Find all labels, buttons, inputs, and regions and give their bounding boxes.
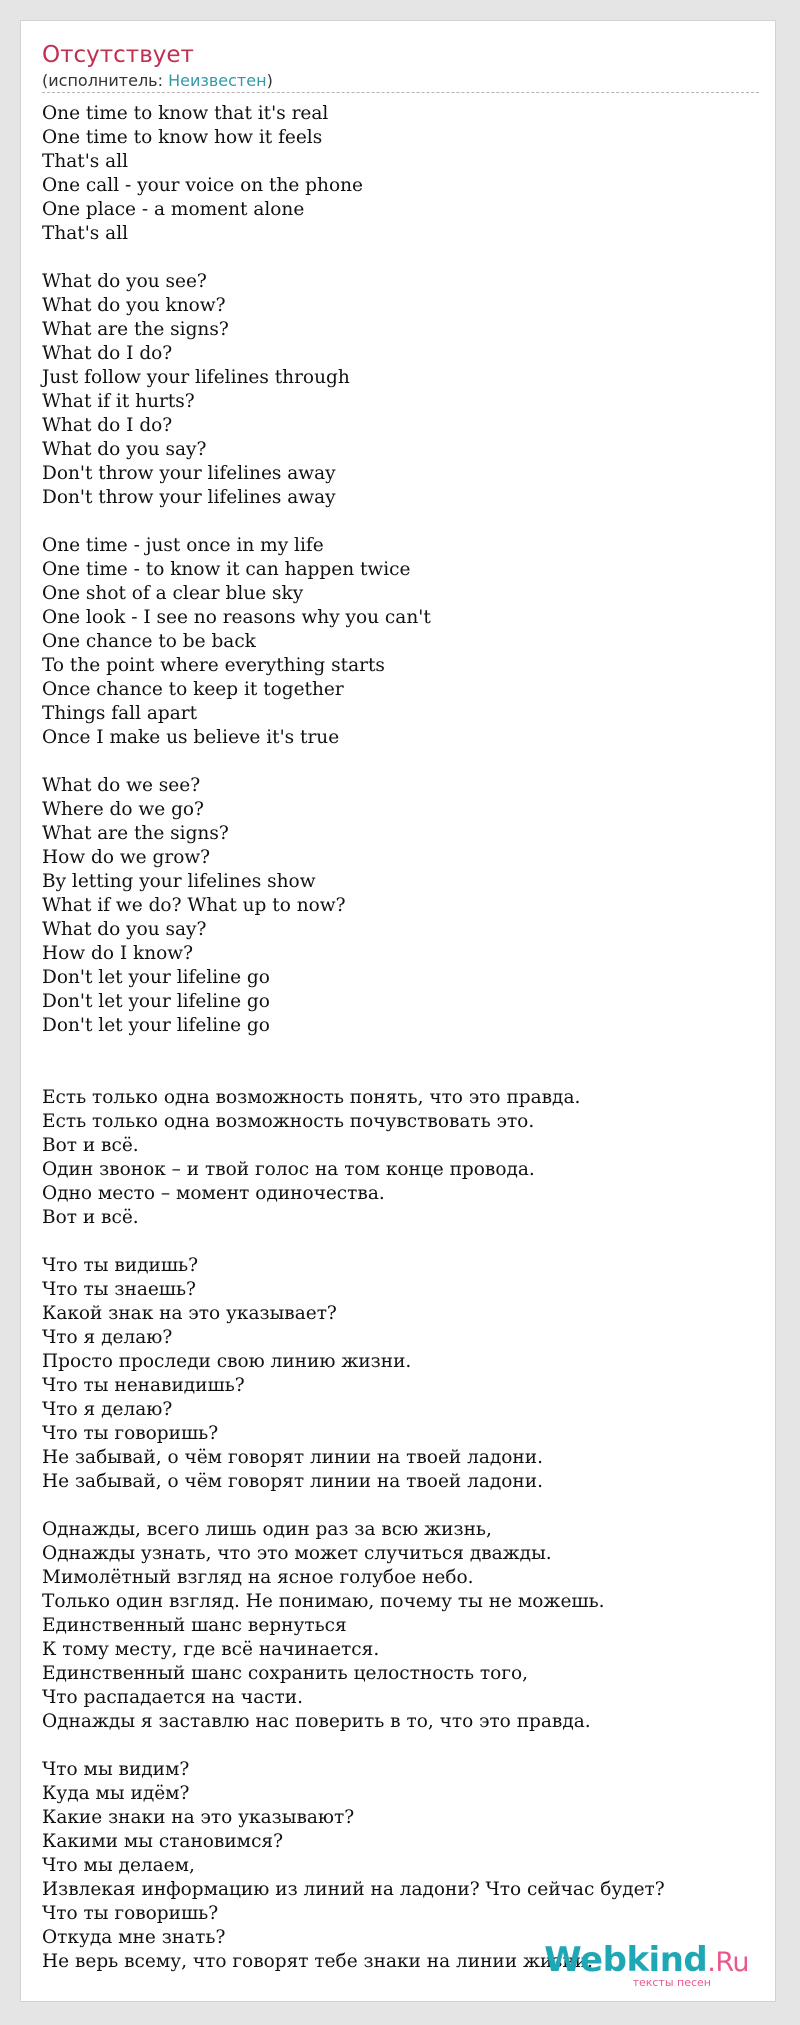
lyrics-line: How do we grow? — [42, 847, 211, 868]
lyrics-line: One place - a moment alone — [42, 199, 305, 220]
lyrics-line: Есть только одна возможность понять, что это правда. — [42, 1087, 581, 1108]
lyrics-blank-line — [42, 1062, 757, 1086]
lyrics-line: Однажды я заставлю нас поверить в то, что это правда. — [42, 1711, 591, 1732]
lyrics-line: Только один взгляд. Не понимаю, почему ты не можешь. — [42, 1591, 605, 1612]
lyrics-line: What do I do? — [42, 343, 173, 364]
lyrics-line: Don't throw your lifelines away — [42, 487, 336, 508]
lyrics-line: What do you know? — [42, 295, 226, 316]
lyrics-line: One chance to be back — [42, 631, 256, 652]
lyrics-line: Что ты видишь? — [42, 1255, 199, 1276]
lyrics-line: Что ты ненавидишь? — [42, 1375, 245, 1396]
lyrics-line: One time - to know it can happen twice — [42, 559, 411, 580]
lyrics-line: One time to know how it feels — [42, 127, 323, 148]
lyrics-line: Вот и всё. — [42, 1135, 139, 1156]
lyrics-line: Что ты знаешь? — [42, 1279, 196, 1300]
lyrics-page — [20, 20, 776, 2002]
lyrics-line: Things fall apart — [42, 703, 198, 724]
lyrics-line: How do I know? — [42, 943, 194, 964]
lyrics-line: Однажды, всего лишь один раз за всю жизнь, — [42, 1519, 492, 1540]
lyrics-line: Не забывай, о чём говорят линии на твоей ладони. — [42, 1447, 543, 1468]
lyrics-blank-line — [42, 246, 757, 270]
lyrics-line: Какими мы становимся? — [42, 1831, 284, 1852]
webkind-logo[interactable] — [544, 1940, 749, 1989]
logo-tld: .Ru — [707, 1947, 749, 1978]
lyrics-line: Извлекая информацию из линий на ладони? Что сейчас будет? — [42, 1879, 665, 1900]
lyrics-line: One time - just once in my life — [42, 535, 324, 556]
lyrics-line: Мимолётный взгляд на ясное голубое небо. — [42, 1567, 474, 1588]
artist-prefix: (исполнитель: — [42, 71, 169, 90]
lyrics-line: That's all — [42, 223, 129, 244]
lyrics-line: Единственный шанс вернуться — [42, 1615, 347, 1636]
lyrics-line: Just follow your lifelines through — [42, 367, 350, 388]
lyrics-line: Что я делаю? — [42, 1399, 173, 1420]
artist-suffix: ) — [266, 71, 273, 90]
lyrics-line: Откуда мне знать? — [42, 1927, 226, 1948]
lyrics-line: Что ты говоришь? — [42, 1903, 219, 1924]
lyrics-line: Что ты говоришь? — [42, 1423, 219, 1444]
lyrics-line: Единственный шанс сохранить целостность того, — [42, 1663, 528, 1684]
lyrics-blank-line — [42, 1494, 757, 1518]
lyrics-blank-line — [42, 1038, 757, 1062]
lyrics-line: That's all — [42, 151, 129, 172]
lyrics-line: Don't let your lifeline go — [42, 991, 270, 1012]
lyrics-line: Что мы видим? — [42, 1759, 190, 1780]
logo-tagline: тексты песен — [632, 1976, 711, 1989]
lyrics-blank-line — [42, 1230, 757, 1254]
lyrics-line: Where do we go? — [42, 799, 204, 820]
lyrics-line: By letting your lifelines show — [42, 871, 316, 892]
lyrics-line: One call - your voice on the phone — [42, 175, 363, 196]
lyrics-line: To the point where everything starts — [42, 655, 385, 676]
lyrics-line: One shot of a clear blue sky — [42, 583, 304, 604]
song-title: Отсутствует — [42, 42, 194, 68]
lyrics-line: Один звонок – и твой голос на том конце провода. — [42, 1159, 535, 1180]
lyrics-line: Что распадается на части. — [42, 1687, 303, 1708]
lyrics-line: Don't throw your lifelines away — [42, 463, 336, 484]
lyrics-line: One look - I see no reasons why you can't — [42, 607, 431, 628]
lyrics-line: Не забывай, о чём говорят линии на твоей ладони. — [42, 1471, 543, 1492]
lyrics-line: Просто проследи свою линию жизни. — [42, 1351, 412, 1372]
lyrics-line: Don't let your lifeline go — [42, 967, 270, 988]
lyrics-line: Однажды узнать, что это может случиться дважды. — [42, 1543, 552, 1564]
logo-name: Webkind — [544, 1940, 708, 1980]
lyrics-line: What do I do? — [42, 415, 173, 436]
lyrics-line: Что мы делаем, — [42, 1855, 195, 1876]
lyrics-line: What do you see? — [42, 271, 207, 292]
artist-link[interactable]: Неизвестен — [168, 71, 267, 90]
lyrics-line: What do you say? — [42, 919, 207, 940]
lyrics-line: Какой знак на это указывает? — [42, 1303, 337, 1324]
lyrics-line: What are the signs? — [42, 319, 229, 340]
lyrics-line: What are the signs? — [42, 823, 229, 844]
lyrics-line: Once I make us believe it's true — [42, 727, 340, 748]
lyrics-text — [42, 102, 757, 1974]
lyrics-line: Don't let your lifeline go — [42, 1015, 270, 1036]
lyrics-line: К тому месту, где всё начинается. — [42, 1639, 380, 1660]
lyrics-blank-line — [42, 750, 757, 774]
lyrics-line: One time to know that it's real — [42, 103, 329, 124]
lyrics-blank-line — [42, 510, 757, 534]
lyrics-line: What do we see? — [42, 775, 201, 796]
lyrics-line: Есть только одна возможность почувствовать это. — [42, 1111, 535, 1132]
lyrics-line: Не верь всему, что говорят тебе знаки на линии жизни. — [42, 1951, 593, 1972]
lyrics-line: Какие знаки на это указывают? — [42, 1807, 355, 1828]
artist-line — [42, 71, 759, 93]
lyrics-line: Куда мы идём? — [42, 1783, 190, 1804]
lyrics-line: Вот и всё. — [42, 1207, 139, 1228]
lyrics-line: What if we do? What up to now? — [42, 895, 346, 916]
lyrics-line: Одно место – момент одиночества. — [42, 1183, 385, 1204]
lyrics-blank-line — [42, 1734, 757, 1758]
lyrics-line: What do you say? — [42, 439, 207, 460]
lyrics-line: What if it hurts? — [42, 391, 195, 412]
lyrics-line: Что я делаю? — [42, 1327, 173, 1348]
lyrics-line: Once chance to keep it together — [42, 679, 344, 700]
